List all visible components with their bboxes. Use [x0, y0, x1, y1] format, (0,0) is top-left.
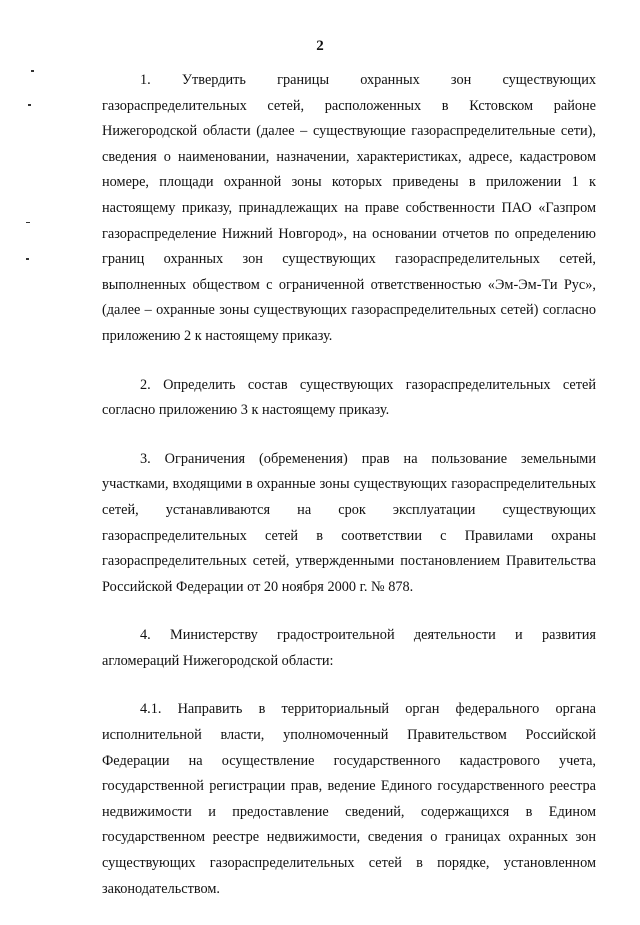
paragraph-3: 3. Ограничения (обременения) прав на пользование земельными участками, входящими в охранные зоны существующих газораспределительных сетей, устанавливаются на срок эксплуатации существующих газораспределительных сетей в соответствии с Правилами охраны газораспределительных сетей, утвержденными постановлением Правительства Российской Федерации от 20 ноября 2000 г. № 878.: [102, 450, 596, 595]
paragraph-4-1: 4.1. Направить в территориальный орган федерального органа исполнительной власти, уполномоченный Правительством Российской Федерации на осуществление государственного кадастрового учета, государственной регистрации прав, ведение Единого государственного реестра недвижимости и предоставление сведений, содержащихся в Едином государственном реестре недвижимости, сведения о границах охранных зон существующих газораспределительных сетей в порядке, установленном законодательством.: [102, 701, 596, 897]
paragraph-2: 2. Определить состав существующих газораспределительных сетей согласно приложению 3 к настоящему приказу.: [102, 376, 596, 419]
paragraph-4: 4. Министерству градостроительной деятельности и развития агломераций Нижегородской области:: [102, 627, 596, 669]
document-body: [102, 68, 596, 925]
margin-dot: [26, 258, 29, 260]
page-number: 2: [316, 38, 324, 54]
paragraph-1: 1. Утвердить границы охранных зон существующих газораспределительных сетей, расположенных в Кстовском районе Нижегородской области (далее – существующие газораспределительные сети), сведения о наименовании, назначении, характеристиках, адресе, кадастровом номере, площади охранной зоны которых приведены в приложении 1 к настоящему приказу, принадлежащих на праве собственности ПАО «Газпром газораспределение Нижний Новгород», на основании отчетов по определению границ охранных зон существующих газораспределительных сетей, выполненных обществом с ограниченной ответственностью «Эм-Эм-Ти Рус», (далее – охранные зоны существующих газораспределительных сетей) согласно приложению 2 к настоящему приказу.: [102, 72, 596, 344]
margin-marks: [0, 0, 60, 905]
margin-dot: [31, 70, 34, 72]
margin-dot: [26, 222, 30, 223]
margin-dot: [28, 104, 31, 106]
